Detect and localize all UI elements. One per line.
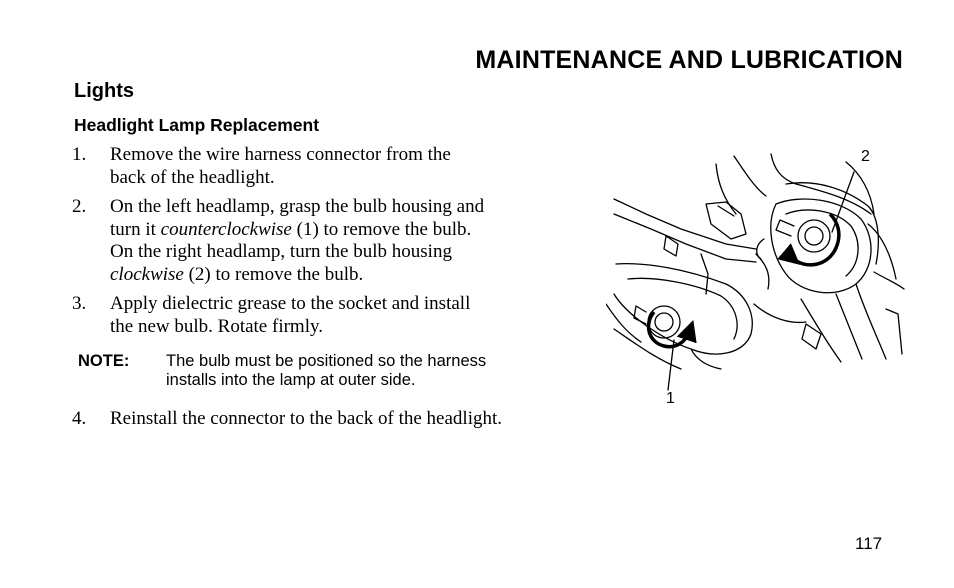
step-number: 2. — [72, 196, 87, 217]
step-line-part: (1) to remove the bulb. — [291, 218, 472, 240]
callout-2: 2 — [861, 148, 870, 165]
step-line-part: (2) to remove the bulb. — [183, 263, 364, 285]
step-number: 3. — [72, 293, 87, 314]
step-text — [110, 293, 592, 338]
step-1 — [72, 144, 592, 189]
emphasis-counterclockwise: counterclockwise — [160, 218, 292, 240]
emphasis-clockwise: clockwise — [110, 263, 184, 285]
step-number: 4. — [72, 408, 87, 429]
page-number: 117 — [855, 534, 883, 553]
headlight-illustration — [606, 144, 906, 409]
page-header-title: MAINTENANCE AND LUBRICATION — [475, 46, 903, 74]
section-title: Lights — [74, 80, 134, 102]
step-line: On the left headlamp, grasp the bulb housing and — [110, 196, 485, 217]
step-2 — [72, 196, 592, 286]
step-line: On the right headlamp, turn the bulb housing — [110, 241, 452, 262]
note-line: The bulb must be positioned so the harness — [166, 352, 487, 370]
callout-1: 1 — [666, 390, 675, 407]
step-text: Reinstall the connector to the back of the headlight. — [110, 408, 503, 429]
step-text — [110, 196, 592, 286]
note-label: NOTE: — [78, 352, 130, 370]
note-text — [166, 352, 486, 389]
step-number: 1. — [72, 144, 87, 165]
step-line: back of the headlight. — [110, 166, 275, 188]
step-line: Remove the wire harness connector from the — [110, 144, 451, 165]
step-line: the new bulb. Rotate firmly. — [110, 315, 323, 337]
subsection-title: Headlight Lamp Replacement — [74, 115, 320, 135]
step-3 — [72, 293, 592, 338]
step-text — [110, 144, 592, 189]
step-line: Apply dielectric grease to the socket and install — [110, 293, 471, 314]
note-block — [78, 352, 578, 389]
step-line-part: turn it — [110, 218, 161, 240]
note-line: installs into the lamp at outer side. — [166, 370, 416, 389]
step-4 — [72, 408, 632, 431]
